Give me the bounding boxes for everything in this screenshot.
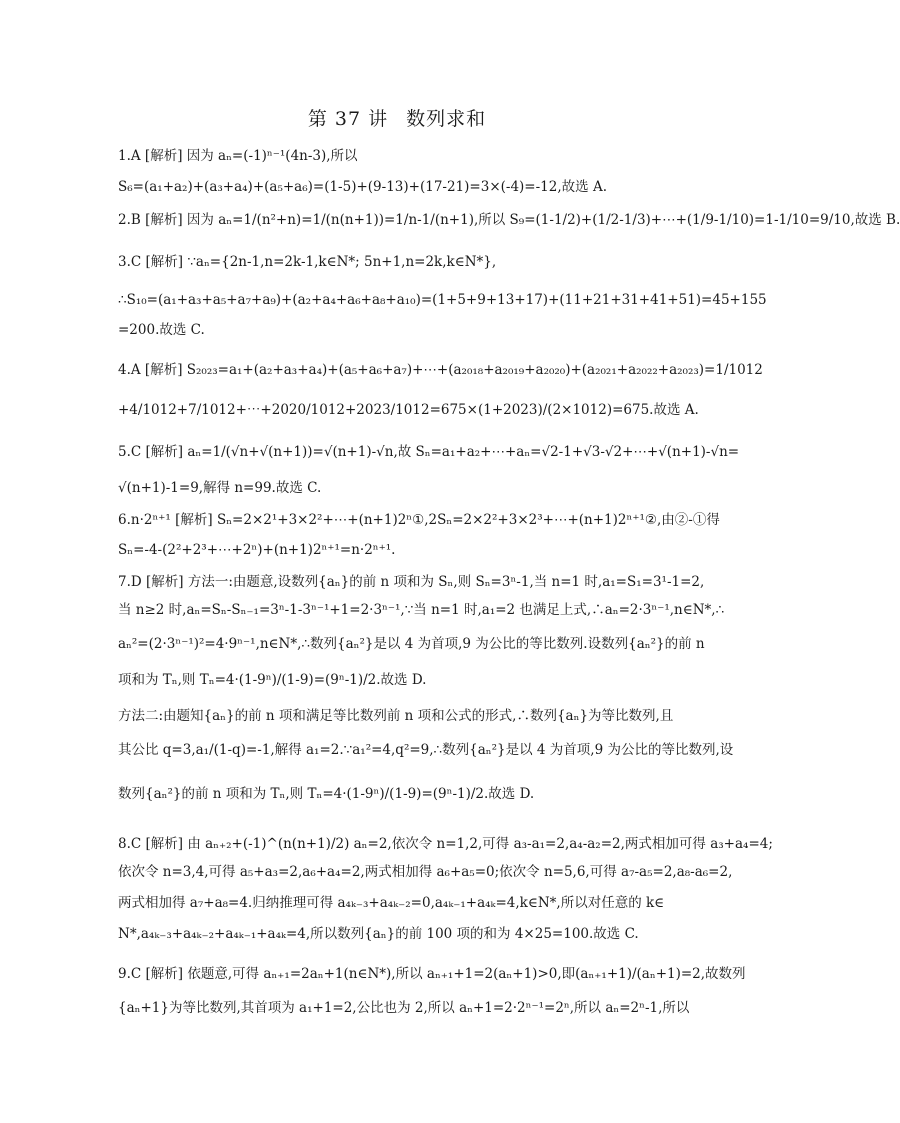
answer-line: 7.D [解析] 方法一:由题意,设数列{aₙ}的前 n 项和为 Sₙ,则 Sₙ=3ⁿ-1,当 n=1 时,a₁=S₁=3¹-1=2, [118,574,705,590]
lecture-topic: 数列求和 [406,108,487,130]
answer-line: 6.n·2ⁿ⁺¹ [解析] Sₙ=2×2¹+3×2²+⋯+(n+1)2ⁿ①,2Sₙ=2×2²+3×2³+⋯+(n+1)2ⁿ⁺¹②,由②-①得 [118,512,720,528]
answer-line: 方法二:由题知{aₙ}的前 n 项和满足等比数列前 n 项和公式的形式,∴数列{aₙ}为等比数列,且 [118,708,674,724]
answer-line: =200.故选 C. [118,322,205,338]
answer-line: 3.C [解析] ∵aₙ={2n-1,n=2k-1,k∈N*; 5n+1,n=2k,k∈N*}, [118,254,497,270]
answer-line: √(n+1)-1=9,解得 n=99.故选 C. [118,480,322,496]
answer-line: 5.C [解析] aₙ=1/(√n+√(n+1))=√(n+1)-√n,故 Sₙ=a₁+a₂+⋯+aₙ=√2-1+√3-√2+⋯+√(n+1)-√n= [118,444,740,460]
lecture-number: 第 37 讲 [307,108,389,130]
answer-line: 数列{aₙ²}的前 n 项和为 Tₙ,则 Tₙ=4·(1-9ⁿ)/(1-9)=(9ⁿ-1)/2.故选 D. [118,786,535,802]
answer-line: +4/1012+7/1012+⋯+2020/1012+2023/1012=675×(1+2023)/(2×1012)=675.故选 A. [118,402,699,418]
answer-line: 两式相加得 a₇+a₈=4.归纳推理可得 a₄ₖ₋₃+a₄ₖ₋₂=0,a₄ₖ₋₁+a₄ₖ=4,k∈N*,所以对任意的 k∈ [118,895,665,911]
answer-line: 当 n≥2 时,aₙ=Sₙ-Sₙ₋₁=3ⁿ-1-3ⁿ⁻¹+1=2·3ⁿ⁻¹,∵当 n=1 时,a₁=2 也满足上式,∴aₙ=2·3ⁿ⁻¹,n∈N*,∴ [118,602,725,618]
answer-line: {aₙ+1}为等比数列,其首项为 a₁+1=2,公比也为 2,所以 aₙ+1=2·2ⁿ⁻¹=2ⁿ,所以 aₙ=2ⁿ-1,所以 [118,1000,690,1016]
answer-line: 2.B [解析] 因为 aₙ=1/(n²+n)=1/(n(n+1))=1/n-1/(n+1),所以 S₉=(1-1/2)+(1/2-1/3)+⋯+(1/9-1/10)=1-1/10=9/10,故选 B. [118,212,900,228]
page-title [0,104,794,131]
answer-line: S₆=(a₁+a₂)+(a₃+a₄)+(a₅+a₆)=(1-5)+(9-13)+(17-21)=3×(-4)=-12,故选 A. [118,179,607,195]
answer-line: aₙ²=(2·3ⁿ⁻¹)²=4·9ⁿ⁻¹,n∈N*,∴数列{aₙ²}是以 4 为首项,9 为公比的等比数列.设数列{aₙ²}的前 n [118,636,705,652]
answer-line: 1.A [解析] 因为 aₙ=(-1)ⁿ⁻¹(4n-3),所以 [118,148,358,164]
answer-line: 9.C [解析] 依题意,可得 aₙ₊₁=2aₙ+1(n∈N*),所以 aₙ₊₁+1=2(aₙ+1)>0,即(aₙ₊₁+1)/(aₙ+1)=2,故数列 [118,966,746,982]
answer-line: 其公比 q=3,a₁/(1-q)=-1,解得 a₁=2.∵a₁²=4,q²=9,∴数列{aₙ²}是以 4 为首项,9 为公比的等比数列,设 [118,742,734,758]
answer-line: 项和为 Tₙ,则 Tₙ=4·(1-9ⁿ)/(1-9)=(9ⁿ-1)/2.故选 D. [118,672,427,688]
answer-line: 4.A [解析] S₂₀₂₃=a₁+(a₂+a₃+a₄)+(a₅+a₆+a₇)+⋯+(a₂₀₁₈+a₂₀₁₉+a₂₀₂₀)+(a₂₀₂₁+a₂₀₂₂+a₂₀₂₃)=1/1012 [118,362,763,378]
answer-line: 8.C [解析] 由 aₙ₊₂+(-1)^(n(n+1)/2) aₙ=2,依次令 n=1,2,可得 a₃-a₁=2,a₄-a₂=2,两式相加可得 a₃+a₄=4; [118,836,773,852]
answer-line: N*,a₄ₖ₋₃+a₄ₖ₋₂+a₄ₖ₋₁+a₄ₖ=4,所以数列{aₙ}的前 100 项的和为 4×25=100.故选 C. [118,926,639,942]
answer-line: 依次令 n=3,4,可得 a₅+a₃=2,a₆+a₄=2,两式相加得 a₆+a₅=0;依次令 n=5,6,可得 a₇-a₅=2,a₈-a₆=2, [118,864,733,880]
answer-line: ∴S₁₀=(a₁+a₃+a₅+a₇+a₉)+(a₂+a₄+a₆+a₈+a₁₀)=(1+5+9+13+17)+(11+21+31+41+51)=45+155 [118,292,767,308]
answer-line: Sₙ=-4-(2²+2³+⋯+2ⁿ)+(n+1)2ⁿ⁺¹=n·2ⁿ⁺¹. [118,542,396,558]
